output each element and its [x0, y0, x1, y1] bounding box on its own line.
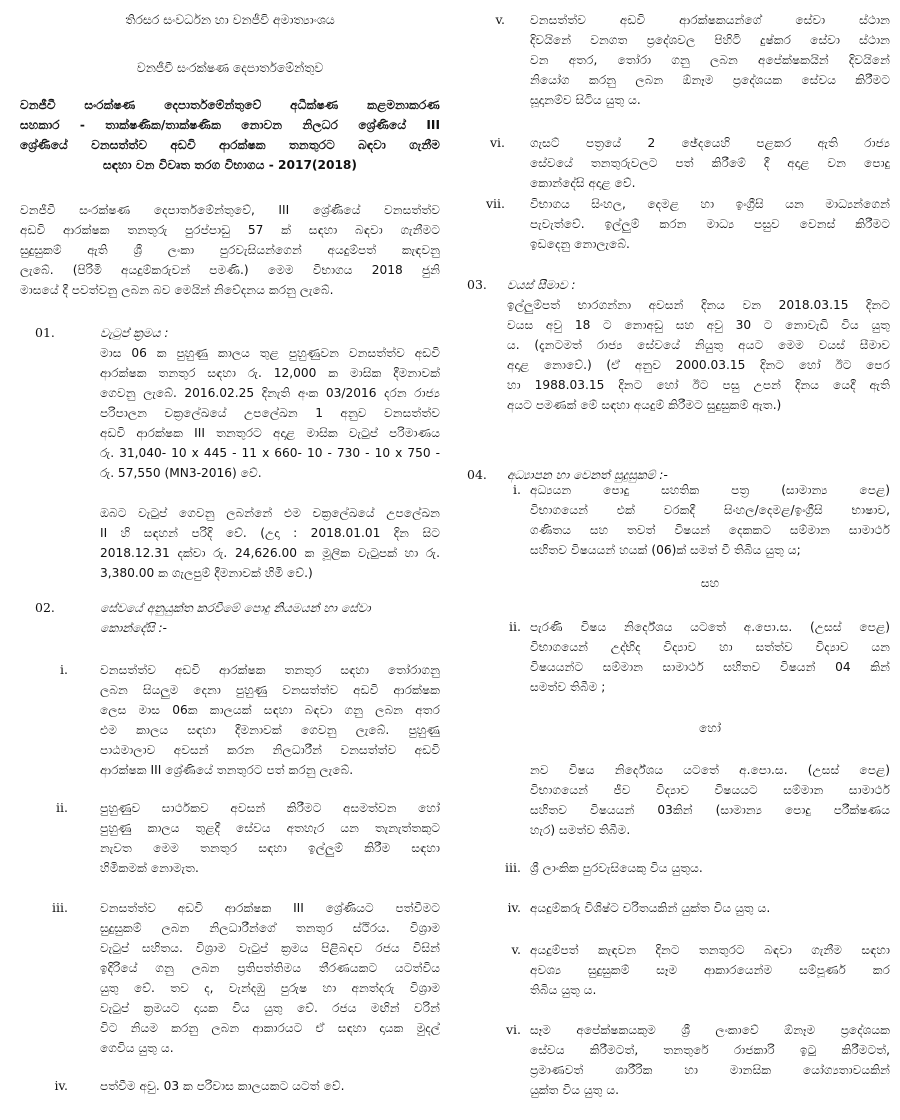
item-label: iii. [52, 900, 68, 915]
paragraph-line: පත්වීම අවු. 03 ක පරිවාස කාලයකට යටත් වේ. [100, 1079, 345, 1093]
section-heading: අධ්‍යාපන හා වෙනත් සුදුසුකම් :- [507, 468, 668, 482]
paragraph-line: අවශ්‍ය සුදුසුකම් සෑම ආකාරයෙන්ම සම්පූර්ණ කර [530, 963, 890, 977]
paragraph-line: එම කාලය සඳහා දීමනාවක් ගෙවනු ලැබේ. පුහුණු [100, 723, 440, 737]
section-04-item-iii [530, 858, 890, 878]
title-line: ශ්‍රේණියේ වනසත්ත්ව අඩවි ආරක්ෂක තනතුරට බඳවා ගැනීම [20, 138, 440, 152]
paragraph-line: අදාළ නොවේ.) (ඒ අනුව 2000.03.15 දිනට හෝ ඊට පෙර [507, 358, 890, 372]
paragraph-line: ශ්‍රී ලාංකික පුරවැසියෙකු විය යුතුය. [530, 861, 703, 875]
exam-title [20, 95, 440, 175]
paragraph-line: විභාගයෙන් ජීව විද්‍යාව විෂයයට සම්මාන සාමාර්ථ [530, 783, 890, 797]
item-label: vi. [489, 135, 505, 150]
item-label: iii. [505, 860, 521, 875]
section-heading: සේවයේ අනුයුක්ත කරවීමේ පොදු නියමයන් හා සේවා [100, 601, 371, 615]
paragraph-line: II හි සඳහන් පරිදි වේ. (උදා : 2018.01.01 දින සිට [100, 526, 440, 540]
paragraph-line: සුදුසුකම් ලබන නිලධාරීන්ගේ තනතුර ස්ථිරය. විශ්‍රාම [100, 921, 440, 935]
paragraph-line: නියෝග කරනු ලබන ඕනෑම ප්‍රදේශයක සේවය කිරීමට [530, 73, 890, 87]
paragraph-line: අඩවි ආරක්ෂක III තනතුරට අදාළ මාසික වැටුප් පරිමාණය [100, 426, 440, 440]
paragraph-line: පුහුණු කාලය තුළදී සේවය අතහැර යන තැනැත්තකුට [100, 821, 440, 835]
section-02-item-vi [530, 133, 890, 193]
section-02-item-ii [100, 798, 440, 878]
paragraph-line: සමත්ව තිබීම ; [530, 680, 606, 694]
paragraph-line: පැවැත්වේ. ඉල්ලුම් කරන මාධ්‍ය පසුව වෙනස් කිරීමට [530, 217, 890, 231]
paragraph-line: විභාගය සිංහල, දෙමළ හා ඉංග්‍රීසි යන මාධ්‍යන්ගෙන් [530, 197, 890, 211]
paragraph-line: යුතු වේ. තව ද, වැන්දඹු පුරුෂ හා අනත්දරු විශ්‍රාම [100, 981, 440, 995]
title-line: සඳහා වන විවෘත තරග විභාගය - 2017(2018) [103, 158, 357, 172]
paragraph-line: කොන්දේසි අදාළ වේ. [530, 176, 636, 190]
paragraph-line: අඩවි ආරක්ෂක තනතුරු පුරප්පාඩු 57 ක් සඳහා බඳවා ගැනීමට [20, 223, 440, 237]
section-number: 02. [35, 600, 55, 615]
paragraph-line: හිමිකමක් නොමැත. [100, 861, 199, 875]
paragraph-line: සේවය කිරීමටත්, තනතුරේ රාජකාරි ඉටු කිරීමටත්, [530, 1043, 890, 1057]
item-label: vii. [485, 196, 505, 211]
paragraph-line: ය. (දැනටමත් රාජ්‍ය සේවයේ නියුතු අයට මෙම වයස් සීමාව [507, 338, 890, 352]
paragraph-line: ප්‍රමාණවත් ශාරීරික හා මානසික යෝග්‍යතාවයකින් [530, 1063, 890, 1077]
section-heading: වයස් සීමාව : [507, 278, 576, 292]
section-04-item-vi [530, 1020, 890, 1100]
paragraph-line: වයස අවු 18 ට නොඅඩු සහ අවු 30 ට නොවැඩි විය යුතු [507, 318, 890, 332]
paragraph-line: විභාගයෙන් උද්භිද විද්‍යාව හා සත්ත්ව විද්‍යාව යන [530, 640, 890, 654]
paragraph-line: වැටුප් ක්‍රමයට දායක විය යුතු වේ. රජය මඟින් වරින් [100, 1001, 440, 1015]
paragraph-line: මාසයේ දී පවත්වනු ලබන බව මෙයින් නිවේදනය කරනු ලැබේ. [20, 283, 334, 297]
paragraph-line: ඉඩදෙනු නොලැබේ. [530, 237, 630, 251]
item-label: ii. [56, 800, 68, 815]
section-04-item-ii [530, 617, 890, 697]
paragraph-line: සුදුසුකම් ඇති ශ්‍රී ලංකා පුරවැසියන්ගෙන් අයදුම්පත් කැඳවනු [20, 243, 440, 257]
section-number: 03. [467, 277, 487, 292]
item-label: i. [513, 482, 521, 497]
paragraph-line: ආරක්ෂක තනතුර සඳහා රු. 12,000 ක මාසික දීමනාවක් [100, 366, 440, 380]
paragraph-line: සහිතව විෂයයන් හයක් (06)ක් සමත් වී තිබිය යුතු ය; [530, 543, 801, 557]
section-03-age-limit [507, 275, 890, 415]
section-04-item-i [530, 480, 890, 560]
paragraph-line: අයට පමණක් මේ සඳහා අයදුම් කිරීමට සුදුසුකම් ඇත.) [507, 398, 782, 412]
item-label: ii. [509, 619, 521, 634]
paragraph-line: ඉදිරියේ ගනු ලබන ප්‍රතිපත්තිමය තීරණයකට යටත්විය [100, 961, 440, 975]
paragraph-line: නව විෂය නිර්දේශය යටතේ අ.පො.ස. (උසස් පෙළ) [530, 763, 890, 777]
section-02-heading [100, 598, 440, 638]
item-label: v. [495, 12, 505, 27]
paragraph-line: 2018.12.31 දක්වා රු. 24,626.00 ක මූලික වැටුපක් හා රු. [100, 546, 440, 560]
section-number: 01. [35, 325, 55, 340]
paragraph-line: තිබිය යුතු ය. [530, 983, 597, 997]
section-number: 04. [467, 467, 487, 482]
paragraph-line: පැරණි විෂය නිර්දේශය යටතේ අ.පො.ස. (උසස් පෙළ) [530, 620, 890, 634]
paragraph-line: වනසත්ත්ව අඩවි ආරක්ෂක තනතුර සඳහා තෝරාගනු [100, 663, 440, 677]
paragraph-line: ලබන සියලුම දෙනා පුහුණු වනසත්ත්ව අඩවි ආරක්ෂක [100, 683, 440, 697]
paragraph-line: අයදුම්කරු විශිෂ්ට චරිතයකින් යුක්ත විය යුතු ය. [530, 901, 771, 915]
connector-text: හෝ [699, 721, 721, 735]
paragraph-line: යුක්ත විය යුතු ය. [530, 1083, 619, 1097]
paragraph-line: ඔබට වැටුප් ගෙවනු ලබන්නේ එම චක්‍රලේඛයේ උපලේඛන [100, 506, 440, 520]
paragraph-line: හා 1988.03.15 දිනට හෝ ඊට පසු උපන් දිනය යෙදී ඇති [507, 378, 890, 392]
paragraph-line: සහිතව විෂයයන් 03කින් (සාමාන්‍ය පොදු පරීක්ෂණය [530, 803, 890, 817]
item-label: v. [511, 942, 521, 957]
item-label: vi. [505, 1022, 521, 1037]
paragraph-line: වැටුප් සහිතය. විශ්‍රාම වැටුප් ක්‍රමය පිළිබඳව රජය විසින් [100, 941, 440, 955]
title-line: සහකාර - තාක්ෂණික/තාක්ෂණික නොවන නිලධර ශ්‍රේණියේ III [20, 118, 440, 132]
paragraph-line: ගෙවනු ලැබේ. 2016.02.25 දිනැති අංක 03/2016 දරන රාජ්‍ය [100, 386, 440, 400]
paragraph-line: මාස 06 ක පුහුණු කාලය තුළ පුහුණුවන වනසත්ත්ව අඩවි [100, 346, 440, 360]
paragraph-line: ගණිතය සහ තවත් විෂයන් දෙකකට සම්මාන සාමාර්ථ [530, 523, 890, 537]
paragraph-line: හැර) සමත්ව තිබීම. [530, 823, 631, 837]
section-04-item-v [530, 940, 890, 1000]
paragraph-line: සේවයේ තනතුරුවලට පත් කිරීමේ දී අදාළ වන පොදු [530, 156, 890, 170]
connector-text: සහ [700, 576, 720, 590]
paragraph-line: පුහුණුව සාර්ථකව අවසන් කිරීමට අසමත්වන හෝ [100, 801, 440, 815]
section-02-item-vii [530, 194, 890, 254]
paragraph-line: වන අතර, තෝරා ගනු ලබන අපේක්ෂකයින් දිවයිනේ [530, 53, 890, 67]
department-name: වනජීවී සංරක්ෂණ දෙපාර්තමේන්තුව [136, 60, 324, 75]
paragraph-line: වනසත්ත්ව අඩවි ආරක්ෂක III ශ්‍රේණියට පත්වීමට [100, 901, 440, 915]
section-04-item-or [530, 760, 890, 840]
paragraph-line: වනජීවී සංරක්ෂණ දෙපාර්තමේන්තුවේ, III ශ්‍රේණියේ වනසත්ත්ව [20, 203, 440, 217]
paragraph-line: ගෙවිය යුතු ය. [100, 1041, 174, 1055]
paragraph-line: ආරක්ෂක III ශ්‍රේණියේ තනතුරට පත් කරනු ලැබේ. [100, 763, 354, 777]
paragraph-line: පරිපාලන චක්‍රලේඛයේ උපලේඛන 1 අනුව වනසත්ත්ව [100, 406, 440, 420]
paragraph-line: විෂයයන්ට සම්මාන සාමාර්ථ සහිතව විෂයන් 04 කින් [530, 660, 890, 674]
or-connector [530, 718, 890, 738]
paragraph-line: රු. 57,550 (MN3-2016) වේ. [100, 466, 262, 480]
paragraph-line: 3,380.00 ක ගැලපුම් දීමනාවක් හිමි වේ.) [100, 566, 313, 580]
section-02-item-iii [100, 898, 440, 1058]
item-label: iv. [54, 1078, 68, 1093]
paragraph-line: විට නියම කරනු ලබන ආකාරයට ඒ සඳහා දායක මුදල් [100, 1021, 440, 1035]
paragraph-line: විභාගයෙන් එක් වරකදී සිංහල/දෙමළ/ඉංග්‍රීසි භාෂාව, [530, 503, 890, 517]
section-heading: වැටුප් ක්‍රමය : [100, 326, 169, 340]
section-heading: කොන්දේසි :- [100, 621, 167, 635]
section-02-item-iv [100, 1076, 440, 1096]
section-04-item-iv [530, 898, 890, 918]
section-01-salary [100, 323, 440, 583]
paragraph-line: රු. 31,040- 10 x 445 - 11 x 660- 10 - 730 - 10 x 750 - [100, 446, 440, 460]
paragraph-line: දිවයිනේ වනගත ප්‍රදේශවල පිහිටි දුෂ්කර සේවා ස්ථාන [530, 33, 890, 47]
section-02-item-i [100, 660, 440, 780]
item-label: iv. [507, 900, 521, 915]
paragraph-line: නැවත මෙම තනතුර සඳහා ඉල්ලුම් කිරීම සඳහා [100, 841, 440, 855]
paragraph-line: ලැබේ. (පිරිමි අයදුම්කරුවන් පමණි.) මෙම විභාගය 2018 ජුනි [20, 263, 440, 277]
section-02-item-v [530, 10, 890, 110]
paragraph-line: සෑම අපේක්ෂකයකුම ශ්‍රී ලංකාවේ ඕනෑම ප්‍රදේශයක [530, 1023, 890, 1037]
paragraph-line: ඉල්ලුම්පත් භාරගන්නා අවසන් දිනය වන 2018.03.15 දිනට [507, 298, 890, 312]
item-label: i. [60, 662, 68, 677]
paragraph-line: වනසත්ත්ව අඩවි ආරක්ෂකයන්ගේ සේවා ස්ථාන [530, 13, 890, 27]
paragraph-line: ගැසට් පත්‍රයේ 2 ඡේදයෙහි පළකර ඇති රාජ්‍ය [530, 136, 890, 150]
paragraph-line: සූදානම්ව සිටිය යුතු ය. [530, 93, 641, 107]
paragraph-line: අධ්‍යයන පොදු සහතික පත්‍ර (සාමාන්‍ය පෙළ) [530, 483, 890, 497]
paragraph-line: ලෙස මාස 06ක කාලයක් සඳහා බඳවා ගනු ලබන අතර [100, 703, 440, 717]
title-line: වනජීවී සංරක්ෂණ දෙපාර්තමේන්තුවේ අධීක්ෂණ කළමනාකරණ [20, 98, 440, 112]
paragraph-line: අයදුම්පත් කැඳවන දිනට තනතුරට බඳවා ගැනීම සඳහා [530, 943, 890, 957]
and-connector [530, 573, 890, 593]
ministry-name: තිරසර සංවර්ධන හා වනජීවි අමාත්‍යාංශය [125, 12, 335, 27]
intro-paragraph [20, 200, 440, 300]
paragraph-line: පාඨමාලාව අවසන් කරන නිලධාරීන් වනසත්ත්ව අඩවි [100, 743, 440, 757]
